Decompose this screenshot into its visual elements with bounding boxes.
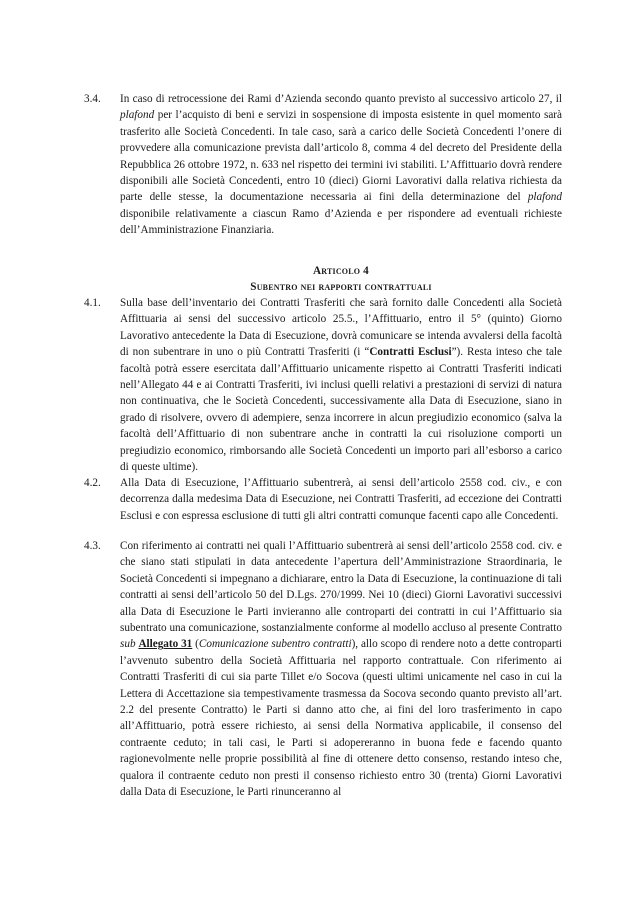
article-subtitle: Subentro nei rapporti contrattuali	[250, 281, 432, 293]
clause-3-4	[84, 91, 562, 239]
clause-4-3	[84, 538, 562, 801]
clause-number: 4.2.	[84, 477, 101, 489]
article-title: Articolo 4	[313, 265, 369, 277]
clause-text: In caso di retrocessione dei Rami d’Azienda secondo quanto previsto al successivo articolo 27, il plafond per l’acquisto di beni e servizi in sospensione di imposta esistente in quel momento sarà trasferito alle Società Concedenti. In tale caso, sarà a carico delle Società Concedenti l’onere di provvedere alla comunicazione prevista dall’articolo 8, comma 4 del decreto del Presidente della Repubblica 26 ottobre 1972, n. 633 nel rispetto dei termini ivi stabiliti. L’Affittuario dovrà rendere disponibili alle Società Concedenti, entro 10 (dieci) Giorni Lavorativi dalla relativa richiesta da parte delle stesse, la documentazione necessaria ai fini della determinazione del plafond disponibile relativamente a ciascun Ramo d’Azienda e per rispondere ad eventuali richieste dell’Amministrazione Finanziaria.	[120, 93, 562, 237]
clause-number: 4.3.	[84, 540, 101, 552]
clause-text: Con riferimento ai contratti nei quali l’Affittuario subentrerà ai sensi dell’articolo 2558 cod. civ. e che siano stati stipulati in data antecedente l’apertura dell’Amministrazione Straordinaria, le Società Concedenti si impegnano a dichiarare, entro la Data di Esecuzione, la continuazione di tali contratti ai sensi dell’articolo 50 del D.Lgs. 270/1999. Nei 10 (dieci) Giorni Lavorativi successivi alla Data di Esecuzione le Parti invieranno alle controparti dei contratti in cui l’Affittuario sia subentrato una comunicazione, sostanzialmente conforme al modello accluso al presente Contratto sub Allegato 31 (Comunicazione subentro contratti), allo scopo di rendere noto a dette controparti l’avvenuto subentro della Società Affittuaria nel rapporto contrattuale. Con riferimento ai Contratti Trasferiti di cui sia parte Tillet e/o Socova (questi ultimi unicamente nel caso in cui la Lettera di Accettazione sia tempestivamente trasmessa da Socova secondo quanto previsto all’art. 2.2 del presente Contratto) le Parti si danno atto che, ai fini del loro trasferimento in capo all’Affittuario, potrà essere richiesto, ai sensi della Normativa applicabile, il consenso del contraente ceduto; in tali casi, le Parti si adopereranno in buona fede e facendo quanto ragionevolmente nelle proprie possibilità al fine di ottenere detto consenso, restando inteso che, qualora il contraente ceduto non presti il consenso richiesto entro 30 (trenta) Giorni Lavorativi dalla Data di Esecuzione, le Parti rinunceranno al	[120, 540, 562, 799]
clause-4-2	[84, 475, 562, 524]
clause-text: Alla Data di Esecuzione, l’Affittuario subentrerà, ai sensi dell’articolo 2558 cod. civ., e con decorrenza dalla medesima Data di Esecuzione, nei Contratti Trasferiti, ad eccezione dei Contratti Esclusi e con espressa esclusione di tutti gli altri contratti comunque facenti capo alle Concedenti.	[120, 477, 562, 522]
clause-4-1	[84, 295, 562, 475]
clause-number: 4.1.	[84, 297, 101, 309]
clause-text: Sulla base dell’inventario dei Contratti Trasferiti che sarà fornito dalle Concedenti alla Società Affittuaria ai sensi del successivo articolo 25.5., l’Affittuario, entro il 5° (quinto) Giorno Lavorativo antecedente la Data di Esecuzione, dovrà comunicare se intenda avvalersi della facoltà di non subentrare in uno o più Contratti Trasferiti (i “Contratti Esclusi”). Resta inteso che tale facoltà potrà essere esercitata dall’Affittuario unicamente rispetto ai Contratti Trasferiti indicati nell’Allegato 44 e ai Contratti Trasferiti, ivi inclusi quelli relativi a prestazioni di servizi di natura non continuativa, che le Società Concedenti, successivamente alla Data di Esecuzione, siano in grado di risolvere, ovvero di adempiere, senza incorrere in alcun pregiudizio economico (salva la facoltà dell’Affittuario di non subentrare anche in contratti la cui risoluzione comporti un pregiudizio economico, rimborsando alle Società Concedenti un importo pari all’esborso a carico di queste ultime).	[120, 297, 563, 474]
clause-number: 3.4.	[84, 93, 101, 105]
